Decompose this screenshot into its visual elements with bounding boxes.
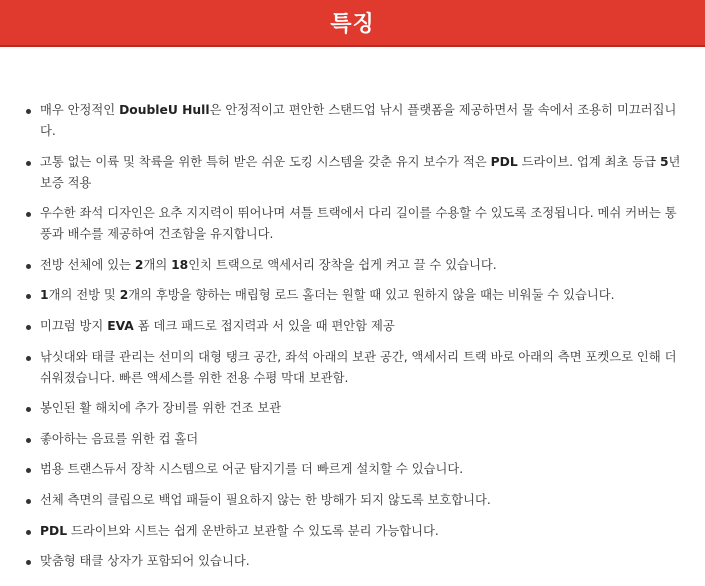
feature-text: 전방 선체에 있는 2개의 18인치 트랙으로 액세서리 장착을 쉽게 켜고 끌 수 있습니다. bbox=[40, 257, 497, 272]
feature-item bbox=[0, 490, 705, 511]
feature-text: 우수한 좌석 디자인은 요추 지지력이 뛰어나며 셔틀 트랙에서 다리 길이를 수용할 수 있도록 조정됩니다. 메쉬 커버는 통풍과 배수를 제공하여 건조함을 유지합니다. bbox=[40, 206, 677, 242]
feature-item bbox=[0, 398, 705, 419]
feature-item bbox=[0, 429, 705, 450]
feature-emphasis: 18 bbox=[171, 257, 189, 272]
page-title: 특징 bbox=[330, 12, 375, 37]
feature-emphasis: PDL bbox=[40, 523, 68, 538]
bullet-icon bbox=[26, 438, 31, 443]
bullet-icon bbox=[26, 356, 31, 361]
feature-text: 좋아하는 음료를 위한 컵 홀더 bbox=[40, 431, 199, 446]
feature-text: 낚싯대와 태클 관리는 선미의 대형 탱크 공간, 좌석 아래의 보관 공간, 액세서리 트랙 바로 아래의 측면 포켓으로 인해 더 쉬워졌습니다. 빠른 액세스를 위한 전용 수평 막대 보관함. bbox=[40, 349, 677, 385]
feature-item bbox=[0, 521, 705, 542]
bullet-icon bbox=[26, 499, 31, 504]
feature-item bbox=[0, 285, 705, 306]
bullet-icon bbox=[26, 325, 31, 330]
feature-item bbox=[0, 100, 705, 142]
feature-item bbox=[0, 551, 705, 572]
feature-item bbox=[0, 347, 705, 389]
bullet-icon bbox=[26, 212, 31, 217]
feature-emphasis: 5 bbox=[659, 154, 669, 169]
feature-emphasis: 2 bbox=[119, 288, 129, 303]
bullet-icon bbox=[26, 264, 31, 269]
feature-emphasis: DoubleU Hull bbox=[119, 103, 210, 117]
bullet-icon bbox=[26, 468, 31, 473]
feature-item bbox=[0, 459, 705, 480]
feature-item bbox=[0, 203, 705, 245]
features-header bbox=[0, 0, 705, 47]
feature-list bbox=[0, 100, 705, 582]
bullet-icon bbox=[26, 109, 31, 114]
feature-text: 맞춤형 태클 상자가 포함되어 있습니다. bbox=[40, 554, 250, 569]
feature-item bbox=[0, 152, 705, 194]
feature-emphasis: EVA bbox=[107, 318, 134, 333]
feature-text: 미끄럼 방지 EVA 폼 데크 패드로 접지력과 서 있을 때 편안함 제공 bbox=[40, 318, 395, 333]
feature-emphasis: 1 bbox=[40, 288, 49, 303]
feature-text: 고통 없는 이륙 및 착륙을 위한 특허 받은 쉬운 도킹 시스템을 갖춘 유지 보수가 적은 PDL 드라이브. 업계 최초 등급 5년 보증 적용 bbox=[40, 154, 681, 190]
feature-text: PDL 드라이브와 시트는 쉽게 운반하고 보관할 수 있도록 분리 가능합니다. bbox=[40, 523, 439, 538]
feature-text: 범용 트랜스듀서 장착 시스템으로 어군 탐지기를 더 빠르게 설치할 수 있습니다. bbox=[40, 462, 464, 477]
bullet-icon bbox=[26, 560, 31, 565]
feature-emphasis: PDL bbox=[490, 154, 518, 169]
bullet-icon bbox=[26, 407, 31, 412]
feature-text: 봉인된 활 해치에 추가 장비를 위한 건조 보관 bbox=[40, 401, 282, 416]
feature-text: 매우 안정적인 DoubleU Hull은 안정적이고 편안한 스탠드업 낚시 플랫폼을 제공하면서 물 속에서 조용히 미끄러집니다. bbox=[40, 103, 677, 138]
bullet-icon bbox=[26, 161, 31, 166]
bullet-icon bbox=[26, 294, 31, 299]
feature-emphasis: 2 bbox=[134, 257, 144, 272]
feature-item bbox=[0, 255, 705, 276]
feature-text: 1개의 전방 및 2개의 후방을 향하는 매립형 로드 홀더는 원할 때 있고 원하지 않을 때는 비워둘 수 있습니다. bbox=[40, 288, 615, 303]
bullet-icon bbox=[26, 530, 31, 535]
feature-item bbox=[0, 316, 705, 337]
feature-text: 선체 측면의 클립으로 백업 패들이 필요하지 않는 한 방해가 되지 않도록 보호합니다. bbox=[40, 492, 491, 507]
